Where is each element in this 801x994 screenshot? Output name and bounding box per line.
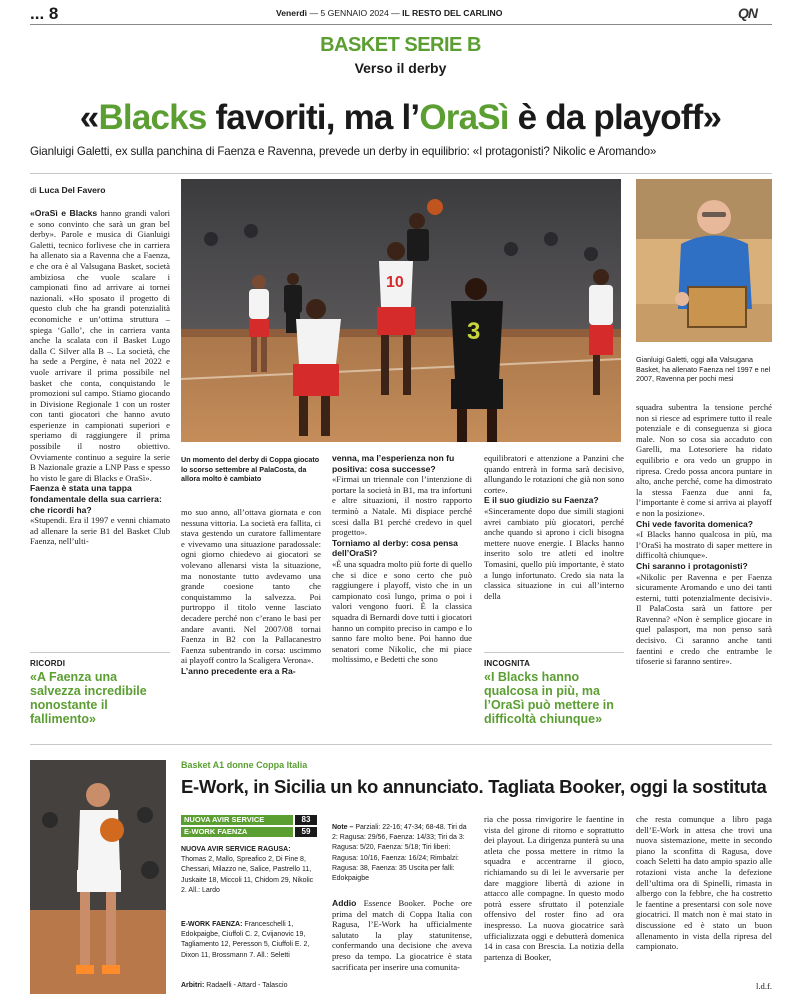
paragraph-text: «È una squadra molto più forte di quello che si dice e sono certo che può raggiungere i playoff, visto che in un campionato così lungo, prima o poi i valori vengono fuori. È la classica squadra di Bernardi dove tutti i giocatori hanno un compito preciso in campo e lo sanno fare molto bene. Poi hanno due senatori come Nikolic, che mi piace moltissimo, e Bedetti che sono [332, 558, 472, 665]
scoreboard [181, 815, 317, 837]
qn-logo: QN [738, 5, 757, 21]
paragraph-text: mo suo anno, all’ottava giornata e con nessuna vittoria. La società era fallita, ci stava gestendo un curatore fallimentare e vivevamo una situazione paradossale: ogni giorno chiedevo ai giocatori se volevano allenarsi vista la situazione, ma nonostante tutto avdevamo una grande coesione tanto che conquistammo la salvezza. Poi purtroppo il titolo venne lasciato decadere perché non c’erano le basi per andare avanti. Nel 2007/08 tornai Faenza in B2 con la Pallacanestro Faenza subentrando in corsa: uscimmo ai playoff contro la Scaligera Verona». [181, 507, 321, 666]
score-row-faenza [181, 827, 317, 837]
interview-question: L’anno precedente era a Ra- [181, 665, 296, 676]
svg-text:10: 10 [386, 274, 404, 291]
paragraph-text: equilibratori e attenzione a Panzini che quando entrerà in forma sarà decisivo, allungando le rotazioni che già non sono corte». [484, 453, 624, 495]
roster-faenza: E-WORK FAENZA: Franceschelli 1, Edokpaigbe, Ciuffoli C. 2, Cvijanovic 19, Tagliamento 12, Peresson 5, Ciuffoli E. 2, Dixon 11, Brossmann 7. All.: Seletti [181, 921, 310, 959]
headline-blacks: Blacks [98, 98, 207, 137]
article-column-1 [30, 208, 170, 645]
section-title: BASKET SERIE B [320, 34, 481, 56]
paragraph-text: «Stupendi. Era il 1997 e venni chiamato ad allenare la serie B1 del Basket Club Faenza, nell’ulti- [30, 515, 170, 547]
side-photo-galetti [636, 179, 772, 342]
side-photo-caption: Gianluigi Galetti, oggi alla Valsugana Basket, ha allenato Faenza nel 1997 e nel 2007, Ravenna per pochi mesi [636, 355, 771, 383]
article2-column-2: ria che possa rinvigorire le faentine in vista del girone di ritorno e soprattutto dei playout. La dirigenza punterà su una atleta che possa mettere in ritmo la squadra e accentrarne il gioco, richiamando su di lei le avversarie per dare maggiore libertà di azione in attacco alle compagne. In questo modo potrà essere sfruttato il potenziale offensivo del roster fino ad ora inespresso. La nuova giocatrice sarà ufficializzata oggi e debutterà domenica 14 in casa con Brescia. La notizia della partenza di Booker, [484, 814, 624, 962]
match-notes: Note – Parziali: 22-16; 47-34; 68-48. Tiri da 2: Ragusa: 29/56, Faenza: 14/33; Tiri da 3: Ragusa: 5/20, Faenza: 5/18; Tiri liberi: Ragusa: 10/16, Faenza: 16/24; Rimbalzi: Ragusa: 38, Faenza: 35 Uscita per falli: Edokpaigbe [332, 824, 467, 883]
basketball-players-illustration [181, 179, 621, 442]
interview-question: E il suo giudizio su Faenza? [484, 495, 599, 506]
interview-question: Faenza è stata una tappa fondamentale della sua carriera: che ricordi ha? [30, 483, 162, 515]
coach-illustration [636, 179, 772, 342]
player-dribbling-illustration [30, 760, 166, 994]
paragraph [484, 453, 624, 495]
page-number: ... 8 [30, 4, 59, 23]
paragraph [636, 402, 772, 519]
paragraph-text: «Sinceramente dopo due simili stagioni avrei cambiato più giocatori, perché anche quando si aprono i cicli bisogna mettere nuove energie. I Blacks hanno inserito solo tre atleti ed inoltre Tomasini, quello più importante, è stato a lungo infortunato. Credo sia nata la classica situazione in cui all’interno della [484, 505, 624, 601]
article-column-4 [484, 453, 624, 645]
article-column-3 [332, 453, 472, 732]
header-date: — 5 GENNAIO 2024 — [309, 8, 400, 18]
interview-question: venna, ma l’esperienza non fu positiva: cosa successe? [332, 453, 455, 474]
article-column-5 [636, 402, 772, 732]
interview-question: Chi saranno i protagonisti? [636, 560, 748, 571]
svg-text:3: 3 [467, 318, 481, 345]
interview-question: Chi vede favorita domenica? [636, 518, 754, 529]
paragraph-text: «Firmai un triennale con l’intenzione di portare la società in B1, ma tra infortuni e altre situazioni, il nostro rapporto terminò a Natale. Mi dispiace perché scesi dalla B1 perché credevo in quel progetto». [332, 474, 472, 538]
paragraph-text: «Nikolic per Ravenna e per Faenza sicuramente Aromando e uno dei tanti esterni, tutti potenzialmente decisivi». Il PalaCosta sarà un fattore per Ravenna? «Non è semplice giocare in quel palasport, ma non penso sarà decisivo. Ci saranno anche tanti faentini e credo che entrambe le tifoserie si faranno sentire». [636, 571, 772, 667]
paragraph-text: squadra subentra la tensione perché non si riesce ad esprimere tutto il reale potenziale e di conseguenza si gioca male. Non so cosa sia accaduto con Garelli, ma Lotesoriere ha ridato equilibrio e ora vedo un gruppo in ripresa. Credo possa ancora puntare in alto, anche perché, come ha dimostrato la stessa Faenza due anni fa, l’importante è come si arriva ai playoff e non la posizione». [636, 402, 772, 518]
article2-column-3: che resta comunque a libro paga dell’E-Work in attesa che trovi una nuova sistemazione, mette in secondo piano la sconfitta di Ragusa, dove coach Seletti ha dato ampio spazio alle rotazioni vista anche la defezione dell’ultima ora di Spinelli, rimasta in albergo con la febbre, che ha costretto le faentine a presentarsi con sole nove giocatrici. Il match non è mai stato in discussione ed è stato un buon allenamento in vista della ripresa del campionato. [636, 814, 772, 952]
byline-author: Luca Del Favero [39, 185, 106, 195]
referees: Arbitri: Radaelli - Attard - Talascio [181, 982, 288, 989]
headline: «Blacks favoriti, ma l’OraSì è da playoff» [79, 98, 722, 137]
pullquote-label-ricordi: RICORDI [30, 659, 66, 668]
headline-orasi: OraSì [419, 98, 509, 137]
byline: di Luca Del Favero [30, 185, 106, 195]
section-kicker: Verso il derby [354, 60, 447, 76]
article2-headline: E-Work, in Sicilia un ko annunciato. Tagliata Booker, oggi la sostituta [181, 776, 767, 797]
pullquote-label-incognita: INCOGNITA [484, 659, 531, 668]
paragraph [484, 506, 624, 601]
paragraph [30, 515, 170, 547]
header-rule [30, 24, 772, 25]
article2-section: Basket A1 donne Coppa Italia [181, 760, 308, 770]
team-name-faenza: E-WORK FAENZA [181, 827, 293, 837]
article2-signature: l.d.f. [756, 981, 772, 991]
paragraph [332, 559, 472, 665]
main-photo-derby [181, 179, 621, 442]
page-header [30, 4, 772, 24]
subheadline: Gianluigi Galetti, ex sulla panchina di Faenza e Ravenna, prevede un derby in equilibrio: «I protagonisti? Nikolic e Aromando» [30, 145, 657, 158]
article2-column-1: Addio Essence Booker. Poche ore prima del match di Coppa Italia con Ragusa, l’E-Work ha ufficialmente salutato la play statunitense, confermando una decisione che aveva preso da tempo. La giocatrice è stata sacrificata per inserire una comunita- [332, 898, 472, 972]
paragraph [30, 208, 170, 483]
team-score-faenza: 59 [295, 827, 317, 837]
ework-player-photo [30, 760, 166, 994]
main-photo-caption: Un momento del derby di Coppa giocato lo scorso settembre al PalaCosta, da allora molto è cambiato [181, 455, 320, 483]
pullquote-ricordi: «A Faenza una salvezza incredibile nonostante il fallimento» [30, 670, 147, 726]
interview-question: Torniamo al derby: cosa pensa dell’OraSì? [332, 537, 458, 559]
team-score-ragusa: 83 [295, 815, 317, 825]
team-name-ragusa: NUOVA AVIR SERVICE [181, 815, 293, 825]
article-column-2 [181, 507, 321, 732]
paragraph-lead: «OraSì e Blacks [30, 208, 98, 218]
pullquote-incognita: «I Blacks hanno qualcosa in più, ma l’OraSì può mettere in difficoltà chiunque» [484, 670, 614, 726]
paragraph [636, 529, 772, 561]
paragraph-text: hanno grandi valori e sono convinto che sarà un gran bel derby». Parole e musica di Gianluigi Galetti, tecnico forlivese che in carriera ha allenato sia a Ravenna che a Faenza, e che ora è al Valsugana Basket, società ambiziosa che vuole scalare i campionati fino ad arrivare ai tornei nazionali. «Ho sposato il progetto di questo club che ha grandi potenzialità economiche e un’ottima struttura – spiega ‘Gallo’, che in carriera vanta anche la scalata con il Basket Lugo dalla C Silver alla B –. La società, che ha sede a Pergine, è nata nel 2022 e vuole arrivare il prima possibile nel basket che conta, conquistando le promozioni sul campo. Stiamo giocando in Divisione Regionale 1 con un roster con tanti giocatori che hanno avuto esperienze in campionati superiori e speriamo di raggiungere il prima possibile il nostro obiettivo. Ovviamente continuo a seguire la serie B Nazionale grazie a LNP Pass e spesso ho visto le gare di Blacks e OraSì». [30, 208, 170, 483]
header-day: Venerdì [276, 8, 308, 18]
paragraph [332, 474, 472, 538]
paragraph [636, 572, 772, 667]
header-newspaper: IL RESTO DEL CARLINO [402, 8, 503, 18]
paragraph [181, 507, 321, 666]
roster-ragusa: NUOVA AVIR SERVICE RAGUSA: Thomas 2, Mallo, Spreafico 2, Di Fine 8, Chessari, Milazzo ne, Salice, Pastrello 11, Juskaite 18, Miccoli 11, Chidom 29, Nikolic 2. All.: Lardo [181, 846, 314, 894]
paragraph-text: «I Blacks hanno qualcosa in più, ma l’OraSì ha mostrato di saper mettere in difficoltà chiunque». [636, 529, 772, 561]
score-row-ragusa [181, 815, 317, 825]
